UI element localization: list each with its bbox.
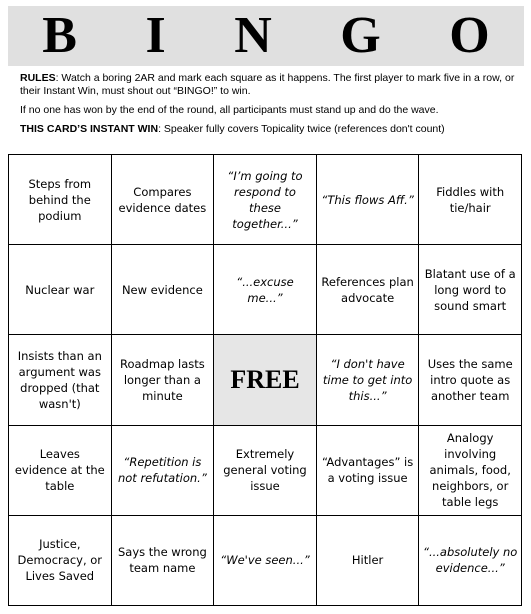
instant-win-paragraph — [20, 123, 520, 136]
bingo-grid — [8, 154, 522, 606]
bingo-cell[interactable]: Nuclear war — [9, 245, 112, 335]
bingo-cell[interactable]: “I don't have time to get into this...” — [317, 335, 420, 425]
bingo-cell[interactable]: Extremely general voting issue — [214, 426, 317, 516]
rules-section — [20, 72, 520, 142]
bingo-cell[interactable]: Uses the same intro quote as another team — [419, 335, 522, 425]
rules-second-line: If no one has won by the end of the round, all participants must stand up and do the wave. — [20, 104, 439, 116]
bingo-cell[interactable]: New evidence — [112, 245, 215, 335]
header-letter-n: N — [234, 7, 272, 64]
bingo-cell[interactable]: Blatant use of a long word to sound smart — [419, 245, 522, 335]
bingo-cell[interactable]: “Advantages” is a voting issue — [317, 426, 420, 516]
rules-paragraph — [20, 72, 520, 98]
bingo-cell[interactable]: Justice, Democracy, or Lives Saved — [9, 516, 112, 606]
bingo-cell[interactable]: References plan advocate — [317, 245, 420, 335]
bingo-cell[interactable]: Hitler — [317, 516, 420, 606]
free-space: FREE — [214, 335, 317, 425]
bingo-cell[interactable]: “...excuse me...” — [214, 245, 317, 335]
bingo-cell[interactable]: Roadmap lasts longer than a minute — [112, 335, 215, 425]
bingo-cell[interactable]: “We've seen...” — [214, 516, 317, 606]
rules-label: RULES — [20, 72, 56, 84]
bingo-cell[interactable]: Steps from behind the podium — [9, 155, 112, 245]
instant-win-text: : Speaker fully covers Topicality twice (references don't count) — [158, 123, 445, 135]
bingo-cell[interactable]: Insists than an argument was dropped (that wasn't) — [9, 335, 112, 425]
rules-text: : Watch a boring 2AR and mark each square as it happens. The first player to mark five in a row, or their Instant Win, must shout out “BINGO!” to win. — [20, 72, 515, 97]
bingo-cell[interactable]: “I’m going to respond to these together...” — [214, 155, 317, 245]
bingo-cell[interactable]: Analogy involving animals, food, neighbors, or table legs — [419, 426, 522, 516]
header-letter-o: O — [449, 7, 490, 64]
bingo-cell[interactable]: Leaves evidence at the table — [9, 426, 112, 516]
header-letter-g: G — [340, 7, 381, 64]
bingo-header — [8, 6, 524, 66]
instant-win-label: THIS CARD’S INSTANT WIN — [20, 123, 159, 135]
bingo-cell[interactable]: “...absolutely no evidence...” — [419, 516, 522, 606]
bingo-cell[interactable]: “Repetition is not refutation.” — [112, 426, 215, 516]
bingo-cell[interactable]: “This flows Aff.” — [317, 155, 420, 245]
header-letter-i: I — [145, 7, 166, 64]
header-letter-b: B — [42, 7, 77, 64]
bingo-cell[interactable]: Fiddles with tie/hair — [419, 155, 522, 245]
bingo-cell[interactable]: Says the wrong team name — [112, 516, 215, 606]
bingo-cell[interactable]: Compares evidence dates — [112, 155, 215, 245]
